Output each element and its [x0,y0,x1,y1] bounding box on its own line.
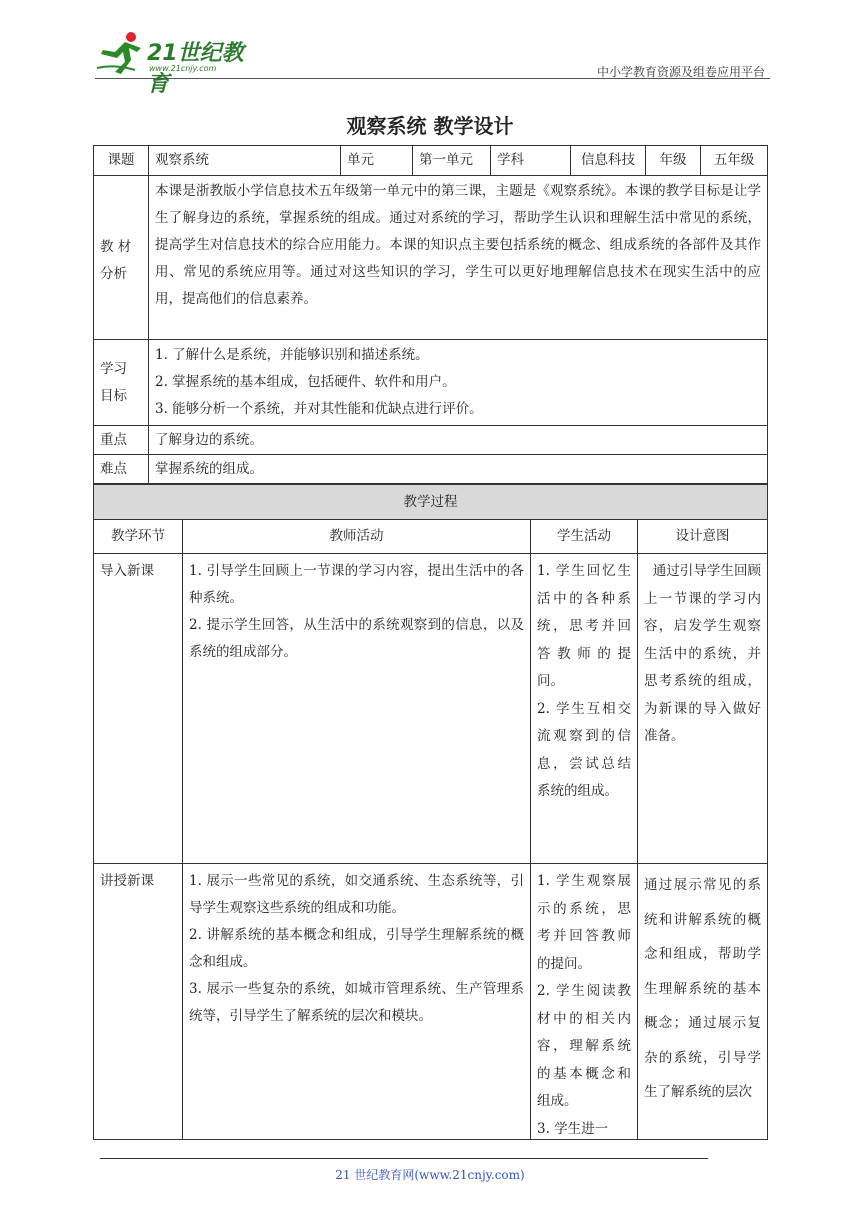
column-header-stage: 教学环节 [94,520,183,554]
process-table [93,484,768,1140]
header-divider [95,78,770,79]
logo-url: www.21cnjy.com [149,64,217,73]
intent-cell: 通过引导学生回顾上一节课的学习内容，启发学生观察生活中的系统，并思考系统的组成，为新课的导入做好准备。 [638,554,768,864]
teacher-item: 2. 讲解系统的基本概念和组成，引导学生理解系统的概念和组成。 [189,927,524,970]
page-title: 观察系统 教学设计 [346,114,514,138]
teacher-cell [183,554,531,864]
teacher-item: 1. 展示一些常见的系统，如交通系统、生态系统等，引导学生观察这些系统的组成和功能。 [189,873,524,916]
footer-text: 21 世纪教育网(www.21cnjy.com) [335,1168,525,1182]
course-value: 观察系统 [149,146,341,176]
student-item: 3. 学生进一 [537,1120,609,1136]
objective-item: 1. 了解什么是系统，并能够识别和描述系统。 [155,347,429,363]
objectives-label: 学习 目标 [94,340,149,426]
table-row [94,554,768,864]
key-point-value: 了解身边的系统。 [149,426,768,455]
objective-item: 2. 掌握系统的基本组成，包括硬件、软件和用户。 [155,374,456,390]
teacher-item: 2. 提示学生回答，从生活中的系统观察到的信息，以及系统的组成部分。 [189,617,524,660]
stage-cell: 导入新课 [94,554,183,864]
process-heading: 教学过程 [94,485,768,520]
student-item: 2. 学生互相交流观察到的信息，尝试总结系统的组成。 [537,700,631,799]
analysis-text: 本课是浙教版小学信息技术五年级第一单元中的第三课，主题是《观察系统》。本课的教学目标是让学生了解身边的系统，掌握系统的组成。通过对系统的学习，帮助学生认识和理解生活中常见的系统，提高学生对信息技术的综合应用能力。本课的知识点主要包括系统的概念、组成系统的各部件及其作用、常见的系统应用等。通过对这些知识的学习，学生可以更好地理解信息技术在现实生活中的应用，提高他们的信息素养。 [149,176,768,340]
course-label: 课题 [94,146,149,176]
unit-label: 单元 [341,146,413,176]
platform-name: 中小学教育资源及组卷应用平台 [596,65,765,79]
student-cell [531,554,638,864]
column-header-teacher: 教师活动 [183,520,531,554]
stage-cell: 讲授新课 [94,864,183,1140]
footer-divider [100,1158,708,1159]
subject-value: 信息科技 [571,146,646,176]
teacher-cell [183,864,531,1140]
column-header-student: 学生活动 [531,520,638,554]
intent-cell: 通过展示常见的系统和讲解系统的概念和组成，帮助学生理解系统的基本概念；通过展示复杂的系统，引导学生了解系统的层次 [638,864,768,1140]
table-row [94,864,768,1140]
difficulty-label: 难点 [94,455,149,484]
difficulty-value: 掌握系统的组成。 [149,455,768,484]
student-cell [531,864,638,1140]
key-point-label: 重点 [94,426,149,455]
student-item: 1. 学生回忆生活中的各种系统，思考并回答教师的提问。 [537,563,631,689]
objective-item: 3. 能够分析一个系统，并对其性能和优缺点进行评价。 [155,401,483,417]
logo-text: 21世纪教育 [147,41,244,97]
student-item: 2. 学生阅读教材中的相关内容，理解系统的基本概念和组成。 [537,983,631,1109]
runner-logo-icon [95,30,147,76]
column-header-intent: 设计意图 [638,520,768,554]
grade-value: 五年级 [701,146,768,176]
page-header [95,30,770,97]
teacher-item: 3. 展示一些复杂的系统，如城市管理系统、生产管理系统等，引导学生了解系统的层次和模块。 [189,981,524,1024]
student-item: 1. 学生观察展示的系统，思考并回答教师的提问。 [537,873,631,972]
logo [95,30,265,97]
info-table [93,145,768,484]
subject-label: 学科 [491,146,571,176]
objectives-list [149,340,768,426]
grade-label: 年级 [646,146,701,176]
analysis-label: 教 材 分析 [94,176,149,340]
teacher-item: 1. 引导学生回顾上一节课的学习内容，提出生活中的各种系统。 [189,563,524,606]
unit-value: 第一单元 [413,146,491,176]
